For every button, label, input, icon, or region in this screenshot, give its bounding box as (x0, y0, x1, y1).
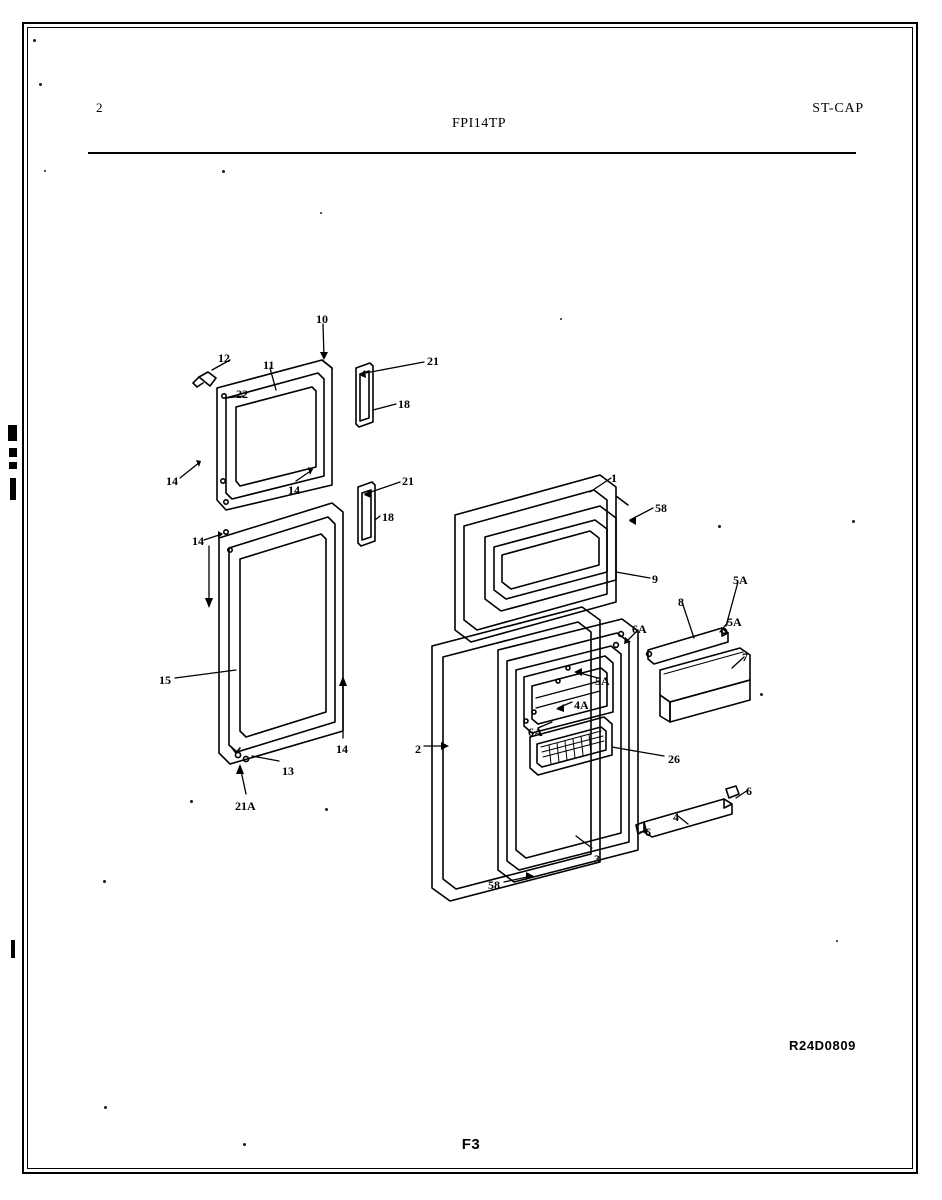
scan-speck (104, 1106, 107, 1109)
callout-6-right: 6 (746, 784, 752, 798)
scan-artifact (9, 462, 17, 469)
callout-4A: 4A (574, 698, 589, 712)
scan-artifact (8, 425, 17, 441)
header-rule (88, 152, 856, 154)
callout-18-upper: 18 (398, 397, 410, 411)
scan-speck (222, 170, 225, 173)
callout-2: 2 (415, 742, 421, 756)
callout-5A-right: 5A (727, 615, 742, 629)
callout-3: 3 (594, 852, 600, 866)
callout-21-upper: 21 (427, 354, 439, 368)
callout-58-lower: 58 (488, 878, 500, 892)
scan-artifact (9, 448, 17, 457)
scan-speck (39, 83, 42, 86)
callout-6A-lower: 6A (528, 725, 543, 739)
callout-1: 1 (611, 471, 617, 485)
scan-artifact (11, 940, 15, 958)
callout-14-freezer-left: 14 (166, 474, 178, 488)
callout-8: 8 (678, 595, 684, 609)
scan-speck (44, 170, 46, 172)
callout-7: 7 (742, 650, 748, 664)
callout-11: 11 (263, 358, 275, 372)
callout-9: 9 (652, 572, 658, 586)
callout-4: 4 (673, 810, 679, 824)
callout-15: 15 (159, 673, 171, 687)
callout-5A-mid: 5A (595, 674, 610, 688)
callout-10: 10 (316, 312, 328, 326)
callout-6-left: 6 (645, 825, 651, 839)
scan-speck (836, 940, 838, 942)
callout-14-fridge-upper: 14 (192, 534, 204, 548)
callout-26: 26 (668, 752, 680, 766)
callout-21A: 21A (235, 799, 256, 813)
callout-21-lower: 21 (402, 474, 414, 488)
callout-13: 13 (282, 764, 294, 778)
callout-12: 12 (218, 351, 230, 365)
model-number: FPI14TP (452, 116, 507, 131)
callout-6A-upper: 6A (632, 622, 647, 636)
callout-14-fridge-lower: 14 (336, 742, 348, 756)
callout-5A-upper: 5A (733, 573, 748, 587)
scan-artifact (10, 478, 16, 500)
callout-14-freezer-right: 14 (288, 483, 300, 497)
footer-page-label: F3 (461, 1136, 481, 1153)
page-number: 2 (96, 100, 103, 115)
exploded-parts-diagram (60, 250, 890, 930)
callout-18-lower: 18 (382, 510, 394, 524)
figure-code: R24D0809 (789, 1038, 856, 1053)
scan-speck (320, 212, 322, 214)
callout-22: 22 (236, 387, 248, 401)
scan-speck (33, 39, 36, 42)
header-section-code: ST-CAP (812, 101, 864, 116)
callout-58-upper: 58 (655, 501, 667, 515)
